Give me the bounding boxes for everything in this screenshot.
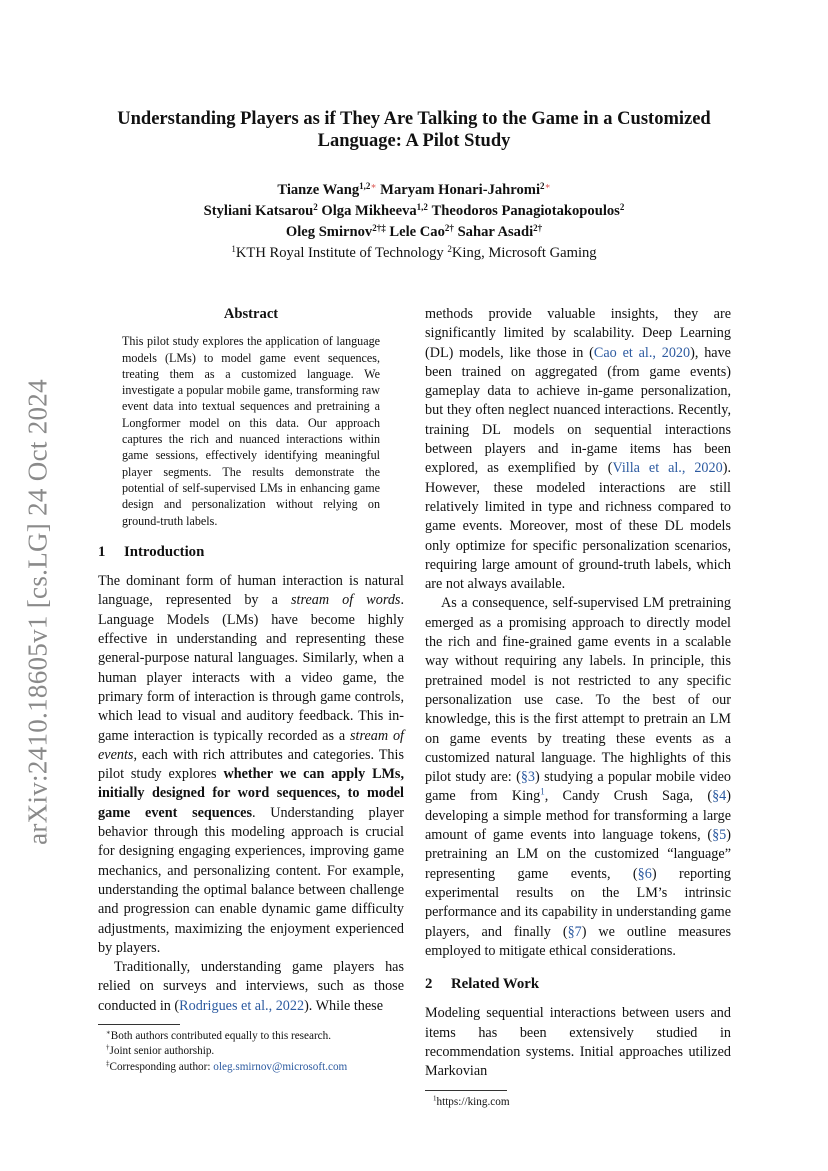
author-affiliation-mark: 2 [313,202,318,212]
abstract-body: This pilot study explores the application of language models (LMs) to model game event sequences, treating them as a customized language. We investigate a popular mobile game, transforming raw event data into textual sequences and pretraining a Longformer model on this data. Our approach captures the rich and nuanced interactions within game sessions, effectively identifying meaningful player segments. The results demonstrate the potential of self-supervised LMs in enhancing game design and personalization without relying on ground-truth labels. [122,334,380,528]
text-run: ) developing a simple method for transforming a large amount of game events into language tokens, ( [425,788,731,844]
footnote-corresponding-author [98,1060,404,1075]
author-name: Styliani Katsarou [203,203,314,219]
section-ref-link[interactable]: §7 [567,923,582,940]
abstract-heading: Abstract [223,306,279,322]
footnote-mark: ∗ [106,1028,111,1037]
emphasis: stream of words [290,592,401,609]
author-name: Lele Cao [389,224,445,240]
footnote-url[interactable]: https://king.com [436,1095,510,1108]
author-line-1 [90,180,738,201]
text-run: . Understanding player behavior through this modeling approach is crucial for designing engaging experiences, improving game mechanics, and personalizing content. For example, understanding the optimal balance between challenge and progression can enable dynamic game difficulty adjustments, maximizing the enjoyment experienced by players. [98,804,404,956]
text-run: ). However, these modeled interactions are still relatively limited in type and richness compared to game events. Moreover, most of these DL models only optimize for specific personalization scenarios, requiring large amount of ground-truth labels, which are not always available. [425,460,731,593]
equal-contribution-mark: ∗ [370,181,377,191]
author-name: Theodoros Panagiotakopoulos [431,203,620,219]
left-column [98,305,404,1075]
author-block [90,180,738,264]
affiliation-mark: 2 [447,244,452,254]
author-affiliation-mark: 1,2 [359,181,371,191]
text-run: ), have been trained on aggregated (from game events) gameplay data to achieve in-game personalization, but they often neglect nuanced interactions. Recently, training DL models on sequential interactions between players and in-game items has been explored, as exemplified by ( [425,344,731,477]
author-line-3 [90,222,738,243]
author-name: Oleg Smirnov [285,224,373,240]
text-run: ) we outline measures employed to mitigate ethical considerations. [425,923,731,959]
text-run: As a consequence, self-supervised LM pretraining emerged as a promising approach to directly model the rich and fine-grained game events in a scalable way without requiring any labels. In principle, this pretrained model is not restricted to any specific personalization use case. To the best of our knowledge, this is the first attempt to pretrain an LM on game events by treating these events as a customized natural language. The highlights of this pilot study are: ( [425,595,731,786]
affiliations [90,243,738,264]
section-title: Related Work [451,976,540,993]
arxiv-identifier: arXiv:2410.18605v1 [cs.LG] 24 Oct 2024 [22,379,53,845]
section-ref-link[interactable]: §3 [520,769,536,786]
text-run: methods provide valuable insights, they are significantly limited by scalability. Deep Learning (DL) models, like those in ( [425,306,731,361]
author-name: Sahar Asadi [457,224,534,240]
section-heading-introduction [98,543,404,562]
text-run: , Candy Crush Saga, ( [544,788,713,805]
text-run: The dominant form of human interaction is natural language, represented by a [98,573,404,609]
text-run: ) reporting experimental results on the LM’s intrinsic performance and its capability in understanding game players, and finally ( [425,865,731,940]
title-line-2: Language: A Pilot Study [317,131,511,151]
text-run: . Language Models (LMs) have become highly effective in understanding and representing these general-purpose natural languages. Similarly, when a human player interacts with a video game, the primary form of interaction is through game controls, which lead to visual and auditory feedback. This in-game interaction is typically recorded as a [98,592,405,744]
email-link[interactable]: oleg.smirnov@microsoft.com [213,1060,348,1073]
intro-paragraph-2 [98,958,404,1016]
emphasis: stream of events [98,727,404,763]
footnote-separator [425,1090,507,1091]
intro-paragraph-2-continued [425,305,731,594]
footnote-equal-contribution [98,1029,404,1044]
equal-contribution-mark: ∗ [544,181,551,191]
text-run: Traditionally, understanding game players has relied on surveys and interviews, such as those conducted in ( [98,959,404,1014]
footnote-mark: 1 [433,1093,437,1102]
related-work-paragraph: Modeling sequential interactions between users and items has been extensively studied in recommendation systems. Initial approaches utilized Markovian [425,1005,731,1080]
section-number: 2 [425,976,433,993]
text-run: ). While these [304,997,384,1014]
section-ref-link[interactable]: §4 [712,788,727,805]
affiliation-mark: 1 [231,244,236,254]
citation-link[interactable]: Rodrigues et al., 2022 [179,997,305,1014]
footnote-mark: ‡ [106,1058,110,1067]
citation-link[interactable]: Villa et al., 2020 [612,460,723,477]
section-title: Introduction [124,543,205,560]
affiliation-king: King, Microsoft Gaming [451,245,597,261]
author-name: Tianze Wang [277,182,360,198]
author-affiliation-mark: 1,2 [416,202,428,212]
title-line-1: Understanding Players as if They Are Talking to the Game in a Customized [117,109,711,129]
affiliation-kth: KTH Royal Institute of Technology [235,245,444,261]
author-line-2 [90,201,738,222]
author-affiliation-mark: 2† [533,223,543,233]
footnote-text: Both authors contributed equally to this research. [110,1029,332,1042]
section-ref-link[interactable]: §5 [712,827,727,844]
right-column [425,305,731,1110]
paper-title [90,108,738,152]
author-affiliation-mark: 2†‡ [372,223,386,233]
footnote-text: Joint senior authorship. [109,1045,215,1058]
author-name: Olga Mikheeva [321,203,417,219]
author-name: Maryam Honari-Jahromi [380,182,541,198]
footnote-king-url [425,1095,731,1110]
text-run: ) pretraining an LM on the customized “language” representing game events, ( [425,827,731,882]
research-question: whether we can apply LMs, initially designed for word sequences, to model game event sequences [98,766,404,821]
section-heading-related-work [425,975,731,994]
text-run: ) studying a popular mobile video game from King [425,769,731,805]
citation-link[interactable]: Cao et al., 2020 [593,344,691,361]
footnote-senior-authorship [98,1044,404,1059]
text-run: , each with rich attributes and categories. This pilot study explores [98,746,404,783]
author-affiliation-mark: 2† [444,223,454,233]
footnote-mark: † [106,1043,110,1052]
intro-paragraph-1 [98,572,404,958]
author-affiliation-mark: 2 [540,181,545,191]
section-ref-link[interactable]: §6 [637,865,652,882]
footnote-ref-link[interactable]: 1 [540,786,545,797]
footnote-separator [98,1024,180,1025]
arxiv-sidebar [16,362,60,862]
intro-paragraph-3 [425,594,731,961]
footnote-text: Corresponding author: [109,1060,214,1073]
section-number: 1 [98,543,106,560]
author-affiliation-mark: 2 [619,202,625,212]
